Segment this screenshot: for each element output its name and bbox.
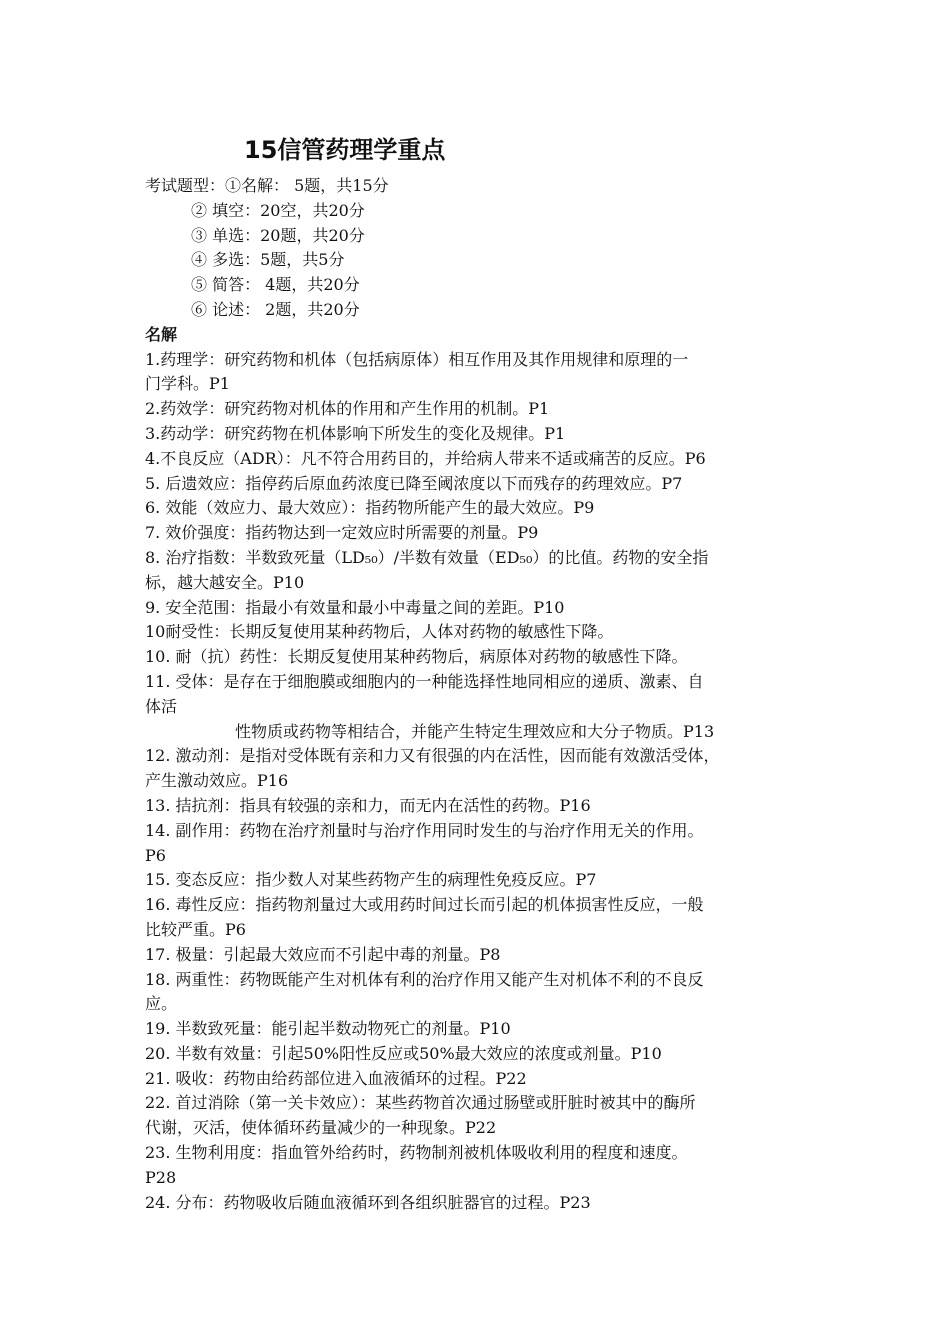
exam-type-line: ③ 单选：20题，共20分 <box>191 225 365 245</box>
exam-type-line: ② 填空：20空，共20分 <box>191 200 365 220</box>
document-title: 15信管药理学重点 <box>244 136 446 164</box>
document-body <box>145 174 825 1215</box>
definition-line: 21. 吸收：药物由给药部位进入血液循环的过程。P22 <box>145 1068 527 1088</box>
definition-line: 22. 首过消除（第一关卡效应）：某些药物首次通过肠壁或肝脏时被其中的酶所 <box>145 1093 696 1113</box>
definition-line: 8. 治疗指数：半数致死量（LD₅₀）/半数有效量（ED₅₀）的比值。药物的安全指 <box>145 547 709 567</box>
definition-line: 5. 后遗效应：指停药后原血药浓度已降至阈浓度以下而残存的药理效应。P7 <box>145 473 683 493</box>
definition-line: 比较严重。P6 <box>145 919 246 939</box>
definition-line: 4.不良反应（ADR）：凡不符合用药目的，并给病人带来不适或痛苦的反应。P6 <box>145 448 706 468</box>
definition-line: 代谢，灭活，使体循环药量减少的一种现象。P22 <box>145 1118 497 1138</box>
definition-line: 7. 效价强度：指药物达到一定效应时所需要的剂量。P9 <box>145 523 539 543</box>
definition-line: P28 <box>145 1167 177 1187</box>
definition-line: 3.药动学：研究药物在机体影响下所发生的变化及规律。P1 <box>145 423 566 443</box>
definition-line: 14. 副作用：药物在治疗剂量时与治疗作用同时发生的与治疗作用无关的作用。 <box>145 820 704 840</box>
definition-line: 10耐受性：长期反复使用某种药物后，人体对药物的敏感性下降。 <box>145 622 614 642</box>
definition-line: 10. 耐（抗）药性：长期反复使用某种药物后，病原体对药物的敏感性下降。 <box>145 647 688 667</box>
section-heading: 名解 <box>145 324 178 344</box>
definition-line: 2.药效学：研究药物对机体的作用和产生作用的机制。P1 <box>145 399 550 419</box>
definition-line: 产生激动效应。P16 <box>145 771 289 791</box>
definition-line: P6 <box>145 845 166 865</box>
definition-line: 13. 拮抗剂：指具有较强的亲和力，而无内在活性的药物。P16 <box>145 795 591 815</box>
definition-line: 标，越大越安全。P10 <box>145 572 305 592</box>
exam-type-line: ⑥ 论述： 2题，共20分 <box>191 299 360 319</box>
definition-line: 9. 安全范围：指最小有效量和最小中毒量之间的差距。P10 <box>145 597 565 617</box>
exam-type-line: ⑤ 简答： 4题，共20分 <box>191 275 360 295</box>
definition-line: 18. 两重性：药物既能产生对机体有利的治疗作用又能产生对机体不利的不良反 <box>145 969 704 989</box>
definition-line: 15. 变态反应：指少数人对某些药物产生的病理性免疫反应。P7 <box>145 870 597 890</box>
exam-type-line: ④ 多选：5题，共5分 <box>191 250 345 270</box>
definition-line: 24. 分布：药物吸收后随血液循环到各组织脏器官的过程。P23 <box>145 1192 591 1212</box>
definition-line: 20. 半数有效量：引起50%阳性反应或50%最大效应的浓度或剂量。P10 <box>145 1043 662 1063</box>
definition-line: 23. 生物利用度：指血管外给药时，药物制剂被机体吸收利用的程度和速度。 <box>145 1143 688 1163</box>
definition-line: 19. 半数致死量：能引起半数动物死亡的剂量。P10 <box>145 1019 511 1039</box>
definition-line: 1.药理学：研究药物和机体（包括病原体）相互作用及其作用规律和原理的一 <box>145 349 689 369</box>
definition-line: 6. 效能（效应力、最大效应）：指药物所能产生的最大效应。P9 <box>145 498 595 518</box>
definition-line: 17. 极量：引起最大效应而不引起中毒的剂量。P8 <box>145 944 501 964</box>
definition-line: 12. 激动剂：是指对受体既有亲和力又有很强的内在活性，因而能有效激活受体， <box>145 746 720 766</box>
definition-line: 应。 <box>145 994 178 1014</box>
definition-line: 11. 受体：是存在于细胞膜或细胞内的一种能选择性地同相应的递质、激素、自 <box>145 671 704 691</box>
definition-line: 16. 毒性反应：指药物剂量过大或用药时间过长而引起的机体损害性反应，一般 <box>145 895 704 915</box>
exam-type-line: 考试题型：①名解： 5题，共15分 <box>145 176 389 195</box>
definition-line: 体活 <box>145 696 178 716</box>
definition-line: 门学科。P1 <box>145 374 230 394</box>
definition-line: 性物质或药物等相结合，并能产生特定生理效应和大分子物质。P13 <box>235 721 715 741</box>
